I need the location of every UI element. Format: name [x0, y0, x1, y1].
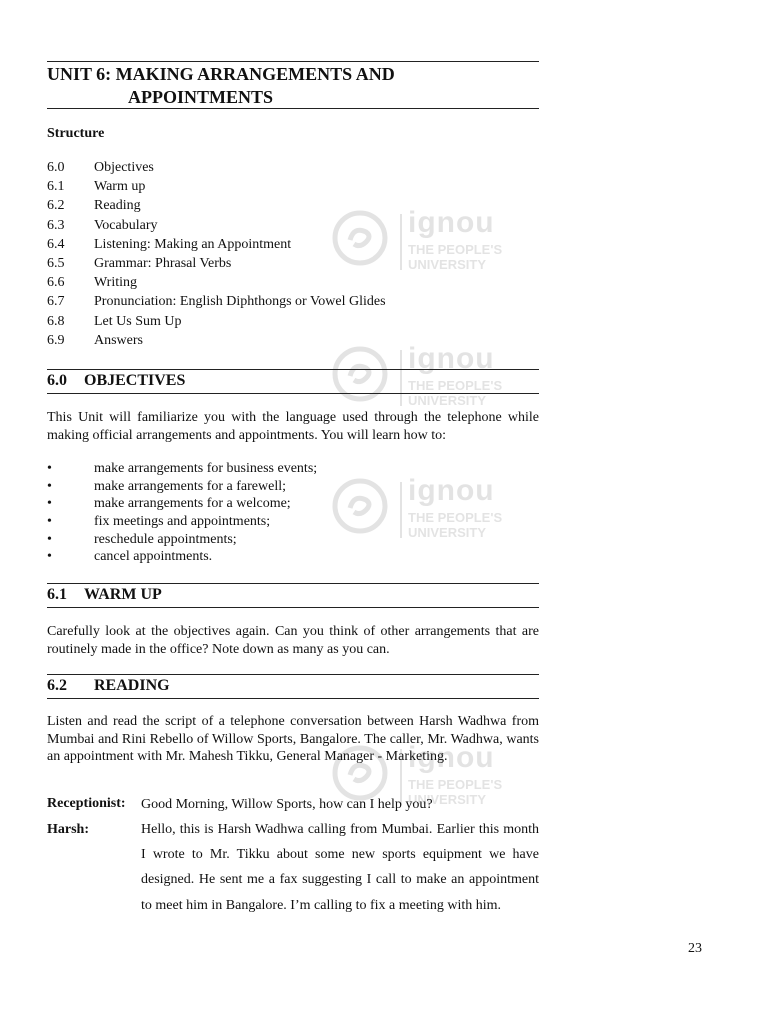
watermark: [332, 474, 512, 548]
list-item: [47, 531, 317, 549]
list-item-text: make arrangements for business events;: [94, 461, 318, 476]
section-rule: [47, 393, 539, 394]
list-item-text: fix meetings and appointments;: [94, 514, 271, 530]
bullet-icon: •: [47, 514, 52, 530]
watermark-divider: [400, 482, 402, 538]
section-rule: [47, 674, 539, 675]
toc-label: Reading: [94, 198, 141, 214]
toc-item: [47, 254, 386, 273]
toc-item: [47, 196, 386, 215]
section-heading-reading: [47, 676, 170, 696]
warmup-text: Carefully look at the objectives again. Can you think of other arrangements that are routinely made in the office? Note down as many as you can.: [47, 624, 539, 657]
unit-title-line2: APPOINTMENTS: [128, 87, 274, 107]
toc-item: [47, 158, 386, 177]
watermark-line2: UNIVERSITY: [408, 792, 487, 807]
table-of-contents: [47, 158, 386, 350]
structure-label: Structure: [47, 126, 105, 141]
dialog-speaker: Harsh:: [47, 822, 89, 837]
section-title: OBJECTIVES: [84, 372, 186, 389]
list-item-text: make arrangements for a farewell;: [94, 478, 287, 494]
toc-label: Vocabulary: [94, 217, 158, 233]
watermark-divider: [400, 214, 402, 270]
watermark-brand: ignou: [408, 206, 495, 239]
toc-label: Pronunciation: English Diphthongs or Vowel Glides: [94, 294, 386, 310]
toc-item: [47, 273, 386, 292]
toc-label: Writing: [94, 275, 137, 291]
dialog-text: Good Morning, Willow Sports, how can I help you?: [141, 797, 433, 812]
list-item-text: cancel appointments.: [94, 549, 213, 565]
toc-label: Warm up: [94, 179, 146, 195]
toc-number: 6.1: [47, 179, 65, 195]
watermark-line1: THE PEOPLE'S: [408, 510, 503, 525]
toc-item: [47, 312, 386, 331]
toc-label: Objectives: [94, 160, 154, 175]
toc-item: [47, 292, 386, 311]
list-item: [47, 513, 317, 531]
reading-intro: Listen and read the script of a telephone conversation between Harsh Wadhwa from Mumbai and Rini Rebello of Willow Sports, Bangalore. The caller, Mr. Wadhwa, wants an appointment with Mr. Mahesh Tikku, General Manager - Marketing.: [47, 714, 539, 764]
section-title: WARM UP: [84, 586, 162, 603]
watermark-brand: ignou: [408, 474, 495, 507]
bullet-icon: •: [47, 496, 52, 512]
section-rule: [47, 607, 539, 608]
list-item: [47, 495, 317, 513]
watermark-line2: UNIVERSITY: [408, 257, 487, 272]
bullet-icon: •: [47, 478, 52, 494]
toc-item: [47, 216, 386, 235]
toc-item: [47, 235, 386, 254]
page-number: 23: [688, 941, 702, 956]
section-rule: [47, 369, 539, 370]
watermark-line1: THE PEOPLE'S: [408, 777, 503, 792]
dialog-speaker: Receptionist:: [47, 796, 126, 811]
toc-item: [47, 177, 386, 196]
toc-number: 6.4: [47, 236, 65, 252]
section-rule: [47, 698, 539, 699]
section-heading-warmup: [47, 585, 162, 605]
bullet-icon: •: [47, 549, 52, 565]
section-title: READING: [94, 677, 170, 694]
toc-label: Answers: [94, 332, 143, 348]
watermark-line2: UNIVERSITY: [408, 393, 487, 408]
section-number: 6.0: [47, 372, 67, 389]
toc-label: Listening: Making an Appointment: [94, 236, 292, 252]
unit-title-line1: UNIT 6: MAKING ARRANGEMENTS AND: [47, 64, 395, 84]
section-number: 6.1: [47, 586, 67, 603]
toc-number: 6.9: [47, 332, 65, 348]
unit-title: [47, 63, 395, 109]
toc-number: 6.3: [47, 217, 65, 233]
list-item-text: make arrangements for a welcome;: [94, 496, 291, 512]
toc-number: 6.7: [47, 294, 65, 310]
toc-number: 6.2: [47, 198, 65, 214]
toc-number: 6.6: [47, 275, 65, 291]
watermark-brand: ignou: [408, 741, 495, 774]
title-bottom-rule: [47, 108, 539, 109]
title-top-rule: [47, 61, 539, 62]
watermark-line1: THE PEOPLE'S: [408, 242, 503, 257]
watermark-line2: UNIVERSITY: [408, 525, 487, 540]
watermark: [332, 342, 512, 416]
watermark-brand: ignou: [408, 342, 495, 375]
bullet-icon: •: [47, 531, 52, 547]
toc-number: 6.8: [47, 313, 65, 329]
dialog-text: Hello, this is Harsh Wadhwa calling from Mumbai. Earlier this month I wrote to Mr. Tikku about some new sports equipment we have designed. He sent me a fax suggesting I call to make an appointment to meet him in Bangalore. I’m calling to fix a meeting with him.: [141, 822, 539, 913]
watermark-divider: [400, 350, 402, 406]
toc-label: Grammar: Phrasal Verbs: [94, 255, 232, 271]
toc-number: 6.5: [47, 255, 65, 271]
section-number: 6.2: [47, 677, 67, 694]
list-item: [47, 460, 317, 478]
list-item-text: reschedule appointments;: [94, 531, 237, 547]
toc-item: [47, 331, 386, 350]
toc-label: Let Us Sum Up: [94, 313, 182, 329]
section-rule: [47, 583, 539, 584]
objectives-list: [47, 460, 317, 566]
ignou-logo-icon: [332, 478, 388, 534]
toc-number: 6.0: [47, 160, 65, 175]
list-item: [47, 478, 317, 496]
bullet-icon: •: [47, 461, 52, 476]
watermark-line1: THE PEOPLE'S: [408, 378, 503, 393]
objectives-intro: This Unit will familiarize you with the language used through the telephone while making official arrangements and appointments. You will learn how to:: [47, 410, 539, 443]
list-item: [47, 548, 317, 566]
section-heading-objectives: [47, 371, 185, 391]
